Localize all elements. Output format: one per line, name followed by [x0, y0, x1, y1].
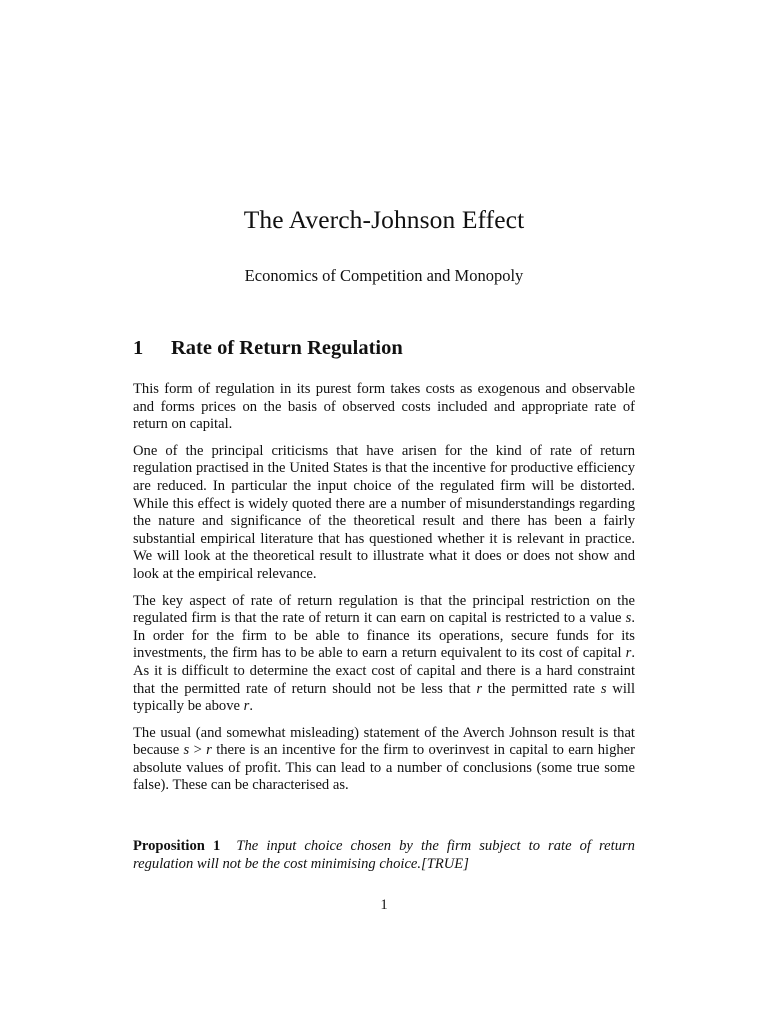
paragraph-4: [133, 725, 635, 795]
math-symbol-s: s: [625, 610, 632, 627]
proposition-1: [133, 838, 635, 873]
body-text: [133, 381, 635, 804]
math-symbol-r: r: [476, 680, 483, 697]
paragraph-2: One of the principal criticisms that have arisen for the kind of rate of return regulation practised in the United States is that the incentive for productive efficiency are reduced. In particular the input choice of the regulated firm will be distorted. While this effect is widely quoted there are a number of misunderstandings regarding the nature and significance of the theoretical result and there has been a fairly substantial empirical literature that has questioned whether it is relevant in practice. We will look at the theoretical result to illustrate what it does or does not show and look at the empirical relevance.: [133, 442, 635, 582]
section-number: 1: [133, 337, 144, 359]
section-title: Rate of Return Regulation: [171, 337, 403, 359]
paragraph-1: This form of regulation in its purest form takes costs as exogenous and observable and forms prices on the basis of observed costs included and appropriate rate of return on capital.: [133, 381, 635, 433]
math-symbol-r: r: [206, 742, 212, 759]
paragraph-3-text: The key aspect of rate of return regulation is that the principal restriction on the regulated firm is that the rate of return it can earn on capital is restricted to a value: [133, 592, 635, 627]
proposition-text: The input choice chosen by the firm subject to rate of return regulation will not be the cost minimising choice.[TRUE]: [133, 838, 635, 872]
math-operator-gt: >: [189, 742, 207, 759]
paragraph-3-text: the permitted rate: [482, 680, 601, 697]
proposition-label: Proposition 1: [133, 838, 221, 854]
page-number: 1: [380, 897, 388, 913]
paragraph-3-text: . As it is difficult to determine the exact cost of capital and there is a hard constraint that the permitted rate of return should not be less that: [133, 645, 635, 697]
math-symbol-s: s: [183, 742, 190, 759]
math-symbol-r: r: [625, 645, 632, 662]
paragraph-4-text: there is an incentive for the firm to overinvest in capital to earn higher absolute values of profit. This can lead to a number of conclusions (some true some false). These can be characterised as.: [133, 742, 636, 794]
section-heading: [133, 334, 403, 362]
document-title: The Averch-Johnson Effect: [243, 205, 525, 234]
paragraph-4-text: The usual (and somewhat misleading) statement of the Averch Johnson result is that because: [133, 724, 635, 759]
math-symbol-s: s: [600, 680, 607, 697]
paragraph-3-text: . In order for the firm to be able to finance its operations, secure funds for its investments, the firm has to be able to earn a return equivalent to its cost of capital: [133, 610, 635, 662]
paragraph-3-text: will typically be above: [133, 680, 635, 715]
document-subtitle: Economics of Competition and Monopoly: [244, 266, 524, 285]
math-symbol-r: r: [243, 698, 250, 715]
paragraph-3: [133, 593, 635, 716]
paragraph-3-text: .: [249, 698, 253, 715]
